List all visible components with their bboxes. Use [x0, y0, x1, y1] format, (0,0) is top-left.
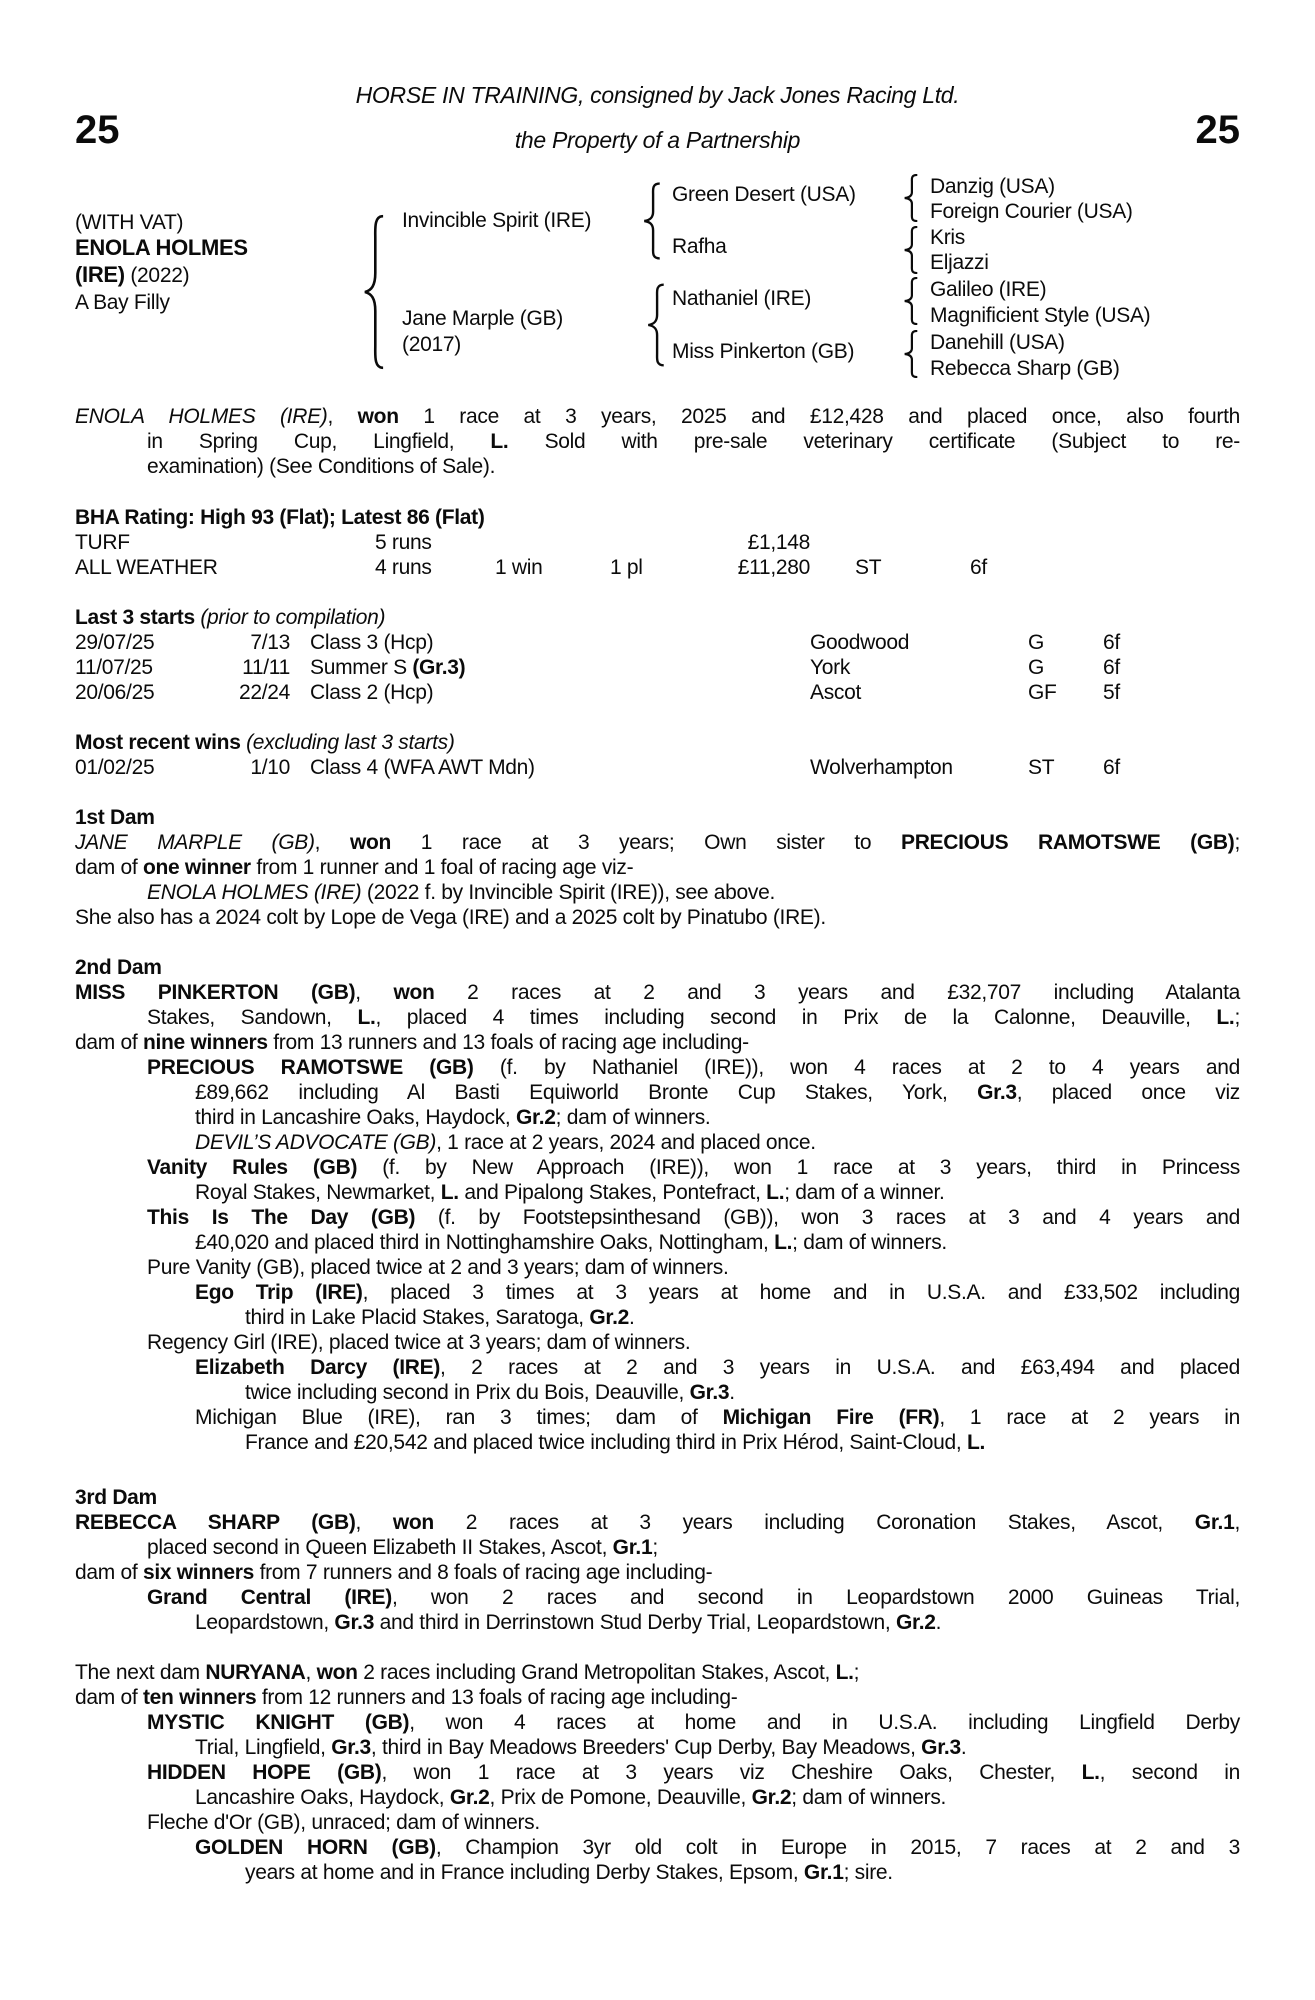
- para-ego-trip: [75, 1280, 1240, 1330]
- text-line: in Spring Cup, Lingfield, L. Sold with pre-sale veterinary certificate (Subject to re-: [147, 430, 1240, 453]
- great-grandsire-name: Danehill (USA): [930, 331, 1065, 354]
- header-consignor-line: HORSE IN TRAINING, consigned by Jack Jones Racing Ltd.: [355, 82, 960, 108]
- horse-suffix-year: [75, 264, 189, 287]
- race-position: 11/11: [242, 656, 290, 679]
- lot-number-left: 25: [75, 108, 120, 152]
- para-golden-horn: [75, 1835, 1240, 1885]
- header-property-line: the Property of a Partnership: [514, 127, 801, 153]
- great-grandam-name: Rebecca Sharp (GB): [930, 357, 1120, 380]
- text-line: dam of ten winners from 12 runners and 13 foals of racing age including-: [75, 1686, 738, 1709]
- race-record-paragraph: [75, 404, 1240, 479]
- race-distance: 6f: [1103, 756, 1120, 779]
- race-position: 7/13: [250, 631, 290, 654]
- horse-year: (2022): [124, 264, 190, 287]
- great-grandsire-name: Galileo (IRE): [930, 278, 1047, 301]
- para-precious-ramotswe: [75, 1055, 1240, 1130]
- para-devils-advocate: [75, 1130, 1240, 1155]
- text-line: MISS PINKERTON (GB), won 2 races at 2 and 3 years and £32,707 including Atalanta: [75, 981, 1240, 1004]
- race-distance: 5f: [1103, 681, 1120, 704]
- great-grandam-name: Eljazzi: [930, 251, 989, 274]
- pedigree-brace: [902, 174, 920, 222]
- text-line: 1st Dam: [75, 806, 155, 829]
- race-course: Wolverhampton: [810, 756, 953, 779]
- text-line: ENOLA HOLMES (IRE), won 1 race at 3 years, 2025 and £12,428 and placed once, also fourth: [75, 405, 1240, 428]
- text-line: Elizabeth Darcy (IRE), 2 races at 2 and 3 years in U.S.A. and £63,494 and placed: [195, 1356, 1241, 1379]
- race-course: Goodwood: [810, 631, 910, 654]
- para-vanity-rules: [75, 1155, 1240, 1205]
- distance-value: 6f: [970, 556, 987, 579]
- grandsire-name: Nathaniel (IRE): [672, 287, 812, 310]
- text-line: twice including second in Prix du Bois, Deauville, Gr.3.: [245, 1381, 735, 1404]
- surface-code: ST: [855, 556, 882, 579]
- race-going: G: [1028, 631, 1045, 654]
- earnings-value: £1,148: [747, 531, 810, 554]
- text-line: Michigan Blue (IRE), ran 3 times; dam of Michigan Fire (FR), 1 race at 2 years in: [195, 1406, 1240, 1429]
- race-name: Class 4 (WFA AWT Mdn): [310, 756, 535, 779]
- race-name: Class 2 (Hcp): [310, 681, 434, 704]
- para-dam-of-ten: [75, 1685, 1240, 1710]
- bha-rating-heading: BHA Rating: High 93 (Flat); Latest 86 (Flat): [75, 506, 485, 529]
- great-grandsire-name: Danzig (USA): [930, 175, 1055, 198]
- text-line: PRECIOUS RAMOTSWE (GB) (f. by Nathaniel (IRE)), won 4 races at 2 to 4 years and: [147, 1056, 1241, 1079]
- text-line: ENOLA HOLMES (IRE) (2022 f. by Invincible Spirit (IRE)), see above.: [147, 881, 776, 904]
- runs-value: 4 runs: [375, 556, 432, 579]
- runs-value: 5 runs: [375, 531, 432, 554]
- lot-number-right: 25: [1195, 108, 1240, 152]
- race-position: 1/10: [250, 756, 290, 779]
- heading-1st-dam: [75, 805, 1240, 830]
- pedigree-brace: [902, 277, 920, 325]
- race-distance: 6f: [1103, 631, 1120, 654]
- race-row: [75, 655, 1240, 680]
- text-line: third in Lancashire Oaks, Haydock, Gr.2; dam of winners.: [195, 1106, 711, 1129]
- vat-note: (WITH VAT): [75, 211, 184, 234]
- text-line: £40,020 and placed third in Nottinghamshire Oaks, Nottingham, L.; dam of winners.: [195, 1231, 947, 1254]
- race-going: GF: [1028, 681, 1057, 704]
- text-line: Fleche d'Or (GB), unraced; dam of winners.: [147, 1811, 540, 1834]
- race-name: Summer S (Gr.3): [310, 656, 466, 679]
- horse-country-suffix: (IRE): [75, 262, 125, 287]
- race-row: [75, 680, 1240, 705]
- para-she-also-has: [75, 905, 1240, 930]
- text-line: Lancashire Oaks, Haydock, Gr.2, Prix de Pomone, Deauville, Gr.2; dam of winners.: [195, 1786, 947, 1809]
- para-regency-girl: [75, 1330, 1240, 1355]
- text-line: Royal Stakes, Newmarket, L. and Pipalong Stakes, Pontefract, L.; dam of a winner.: [195, 1181, 945, 1204]
- text-line: third in Lake Placid Stakes, Saratoga, Gr.2.: [245, 1306, 635, 1329]
- race-date: 20/06/25: [75, 681, 155, 704]
- para-pure-vanity: [75, 1255, 1240, 1280]
- para-grand-central: [75, 1585, 1240, 1635]
- race-row: [75, 755, 1240, 780]
- stats-row-turf: [75, 530, 1240, 555]
- para-mystic-knight: [75, 1710, 1240, 1760]
- text-line: dam of nine winners from 13 runners and 13 foals of racing age including-: [75, 1031, 749, 1054]
- text-line: This Is The Day (GB) (f. by Footstepsinthesand (GB)), won 3 races at 3 and 4 years and: [147, 1206, 1240, 1229]
- heading-2nd-dam: [75, 955, 1240, 980]
- para-rebecca-sharp: [75, 1510, 1240, 1585]
- text-line: £89,662 including Al Basti Equiworld Bronte Cup Stakes, York, Gr.3, placed once viz: [195, 1081, 1241, 1104]
- text-line: Stakes, Sandown, L., placed 4 times including second in Prix de la Calonne, Deauville, L.;: [147, 1006, 1241, 1029]
- bha-rating-section: [75, 505, 1240, 580]
- pedigree-tree: [75, 168, 1240, 403]
- text-line: Grand Central (IRE), won 2 races and second in Leopardstown 2000 Guineas Trial,: [147, 1586, 1241, 1609]
- grandsire-name: Green Desert (USA): [672, 183, 856, 206]
- text-line: HIDDEN HOPE (GB), won 1 race at 3 years viz Cheshire Oaks, Chester, L., second in: [147, 1761, 1241, 1784]
- race-course: Ascot: [810, 681, 862, 704]
- pedigree-brace: [902, 226, 920, 274]
- text-line: years at home and in France including Derby Stakes, Epsom, Gr.1; sire.: [245, 1861, 893, 1884]
- text-line: She also has a 2024 colt by Lope de Vega (IRE) and a 2025 colt by Pinatubo (IRE).: [75, 906, 826, 929]
- horse-name: ENOLA HOLMES: [75, 235, 248, 260]
- race-name: Class 3 (Hcp): [310, 631, 434, 654]
- dam-year: (2017): [402, 333, 461, 356]
- race-date: 11/07/25: [75, 656, 153, 679]
- para-elizabeth-darcy: [75, 1355, 1240, 1405]
- text-line: placed second in Queen Elizabeth II Stakes, Ascot, Gr.1;: [147, 1536, 658, 1559]
- places-value: 1 pl: [610, 556, 643, 579]
- grandam-name: Rafha: [672, 235, 727, 258]
- text-line: 2nd Dam: [75, 956, 162, 979]
- race-going: ST: [1028, 756, 1055, 779]
- race-date: 01/02/25: [75, 756, 155, 779]
- race-row: [75, 630, 1240, 655]
- race-date: 29/07/25: [75, 631, 155, 654]
- last-3-starts-heading: Last 3 starts (prior to compilation): [75, 606, 386, 629]
- pedigree-brace: [361, 213, 387, 371]
- text-line: Leopardstown, Gr.3 and third in Derrinstown Stud Derby Trial, Leopardstown, Gr.2.: [195, 1611, 942, 1634]
- text-line: The next dam NURYANA, won 2 races including Grand Metropolitan Stakes, Ascot, L.;: [75, 1661, 860, 1684]
- para-nuryana: [75, 1660, 1240, 1685]
- text-line: Ego Trip (IRE), placed 3 times at 3 years at home and in U.S.A. and £33,502 including: [195, 1281, 1240, 1304]
- horse-description: A Bay Filly: [75, 291, 170, 314]
- text-line: Vanity Rules (GB) (f. by New Approach (IRE)), won 1 race at 3 years, third in Princess: [147, 1156, 1240, 1179]
- great-grandam-name: Magnificient Style (USA): [930, 304, 1151, 327]
- text-line: Regency Girl (IRE), placed twice at 3 years; dam of winners.: [147, 1331, 691, 1354]
- race-going: G: [1028, 656, 1045, 679]
- heading-3rd-dam: [75, 1485, 1240, 1510]
- race-position: 22/24: [238, 681, 290, 704]
- first-dam-section: [75, 805, 1240, 930]
- second-dam-section: [75, 955, 1240, 1455]
- pedigree-brace: [645, 283, 667, 367]
- surface-label: ALL WEATHER: [75, 556, 218, 579]
- sire-name: Invincible Spirit (IRE): [402, 209, 592, 232]
- para-miss-pinkerton: [75, 980, 1240, 1055]
- para-hidden-hope: [75, 1760, 1240, 1810]
- text-line: MYSTIC KNIGHT (GB), won 4 races at home and in U.S.A. including Lingfield Derby: [147, 1711, 1240, 1734]
- text-line: JANE MARPLE (GB), won 1 race at 3 years; Own sister to PRECIOUS RAMOTSWE (GB);: [75, 831, 1241, 854]
- race-record-section: [75, 404, 1240, 479]
- text-line: Pure Vanity (GB), placed twice at 2 and 3 years; dam of winners.: [147, 1256, 729, 1279]
- pedigree-brace: [902, 330, 920, 378]
- earnings-value: £11,280: [737, 556, 810, 579]
- text-line: dam of one winner from 1 runner and 1 foal of racing age viz-: [75, 856, 634, 879]
- text-line: 3rd Dam: [75, 1486, 157, 1509]
- text-line: GOLDEN HORN (GB), Champion 3yr old colt in Europe in 2015, 7 races at 2 and 3: [195, 1836, 1240, 1859]
- most-recent-wins-section: [75, 730, 1240, 780]
- text-line: REBECCA SHARP (GB), won 2 races at 3 years including Coronation Stakes, Ascot, Gr.1,: [75, 1511, 1240, 1534]
- text-line: Trial, Lingfield, Gr.3, third in Bay Meadows Breeders' Cup Derby, Bay Meadows, Gr.3.: [195, 1736, 967, 1759]
- most-recent-wins-heading: Most recent wins (excluding last 3 starts): [75, 731, 455, 754]
- dam-name: Jane Marple (GB): [402, 307, 563, 330]
- race-course: York: [810, 656, 851, 679]
- text-line: France and £20,542 and placed twice including third in Prix Hérod, Saint-Cloud, L.: [245, 1431, 985, 1454]
- race-distance: 6f: [1103, 656, 1120, 679]
- great-grandsire-name: Kris: [930, 226, 965, 249]
- para-fleche-dor: [75, 1810, 1240, 1835]
- text-line: dam of six winners from 7 runners and 8 foals of racing age including-: [75, 1561, 713, 1584]
- great-grandam-name: Foreign Courier (USA): [930, 200, 1133, 223]
- next-dam-section: [75, 1660, 1240, 1885]
- para-michigan-blue: [75, 1405, 1240, 1455]
- para-enola-holmes-viz: [75, 880, 1240, 905]
- para-jane-marple: [75, 830, 1240, 880]
- last-3-starts-section: [75, 605, 1240, 705]
- surface-label: TURF: [75, 531, 130, 554]
- stats-row-all-weather: [75, 555, 1240, 580]
- third-dam-section: [75, 1485, 1240, 1635]
- text-line: DEVIL’S ADVOCATE (GB), 1 race at 2 years, 2024 and placed once.: [195, 1131, 816, 1154]
- grandam-name: Miss Pinkerton (GB): [672, 340, 855, 363]
- wins-value: 1 win: [495, 556, 543, 579]
- para-this-is-the-day: [75, 1205, 1240, 1255]
- pedigree-brace: [641, 182, 663, 260]
- text-line: examination) (See Conditions of Sale).: [147, 455, 496, 478]
